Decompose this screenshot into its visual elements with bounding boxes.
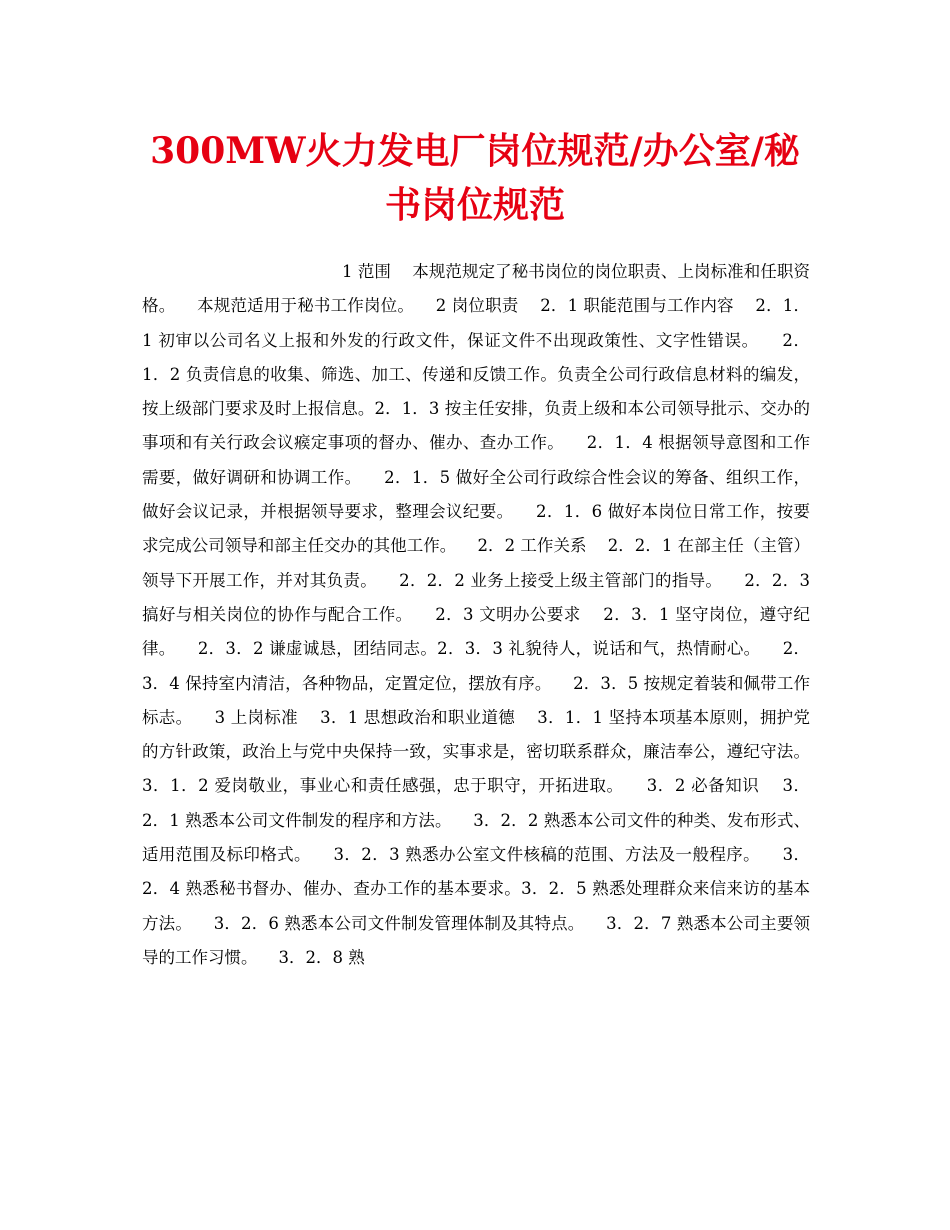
document-body: 1 范围 本规范规定了秘书岗位的岗位职责、上岗标准和任职资格。 本规范适用于秘书工作岗位。 2 岗位职责 2．1 职能范围与工作内容 2．1．1 初审以公司名义上报和外发的行政文件，保证文件不出现政策性、文字性错误。 2．1．2 负责信息的收集、筛选、加工、传递和反馈工作。负责全公司行政信息材料的编发，按上级部门要求及时上报信息。2．1．3 按主任安排，负责上级和本公司领导批示、交办的事项和有关行政会议瘊定事项的督办、催办、查办工作。 2．1．4 根据领导意图和工作需要，做好调研和协调工作。 2．1．5 做好全公司行政综合性会议的筹备、组织工作，做好会议记录，并根据领导要求，整理会议纪要。 2．1．6 做好本岗位日常工作，按要求完成公司领导和部主任交办的其他工作。 2．2 工作关系 2．2．1 在部主任（主管）领导下开展工作，并对其负责。 2．2．2 业务上接受上级主管部门的指导。 2．2．3 搞好与相关岗位的协作与配合工作。 2．3 文明办公要求 2．3．1 坚守岗位，遵守纪律。 2．3．2 谦虚诚恳，团结同志。2．3．3 礼貌待人，说话和气，热情耐心。 2．3．4 保持室内清洁，各种物品，定置定位，摆放有序。 2．3．5 按规定着装和佩带工作标志。 3 上岗标准 3．1 思想政治和职业道德 3．1．1 坚持本项基本原则，拥护党的方针政策，政治上与党中央保持一致，实事求是，密切联系群众，廉洁奉公，遵纪守法。3．1．2 爱岗敬业，事业心和责任感强，忠于职守，开拓进取。 3．2 必备知识 3．2．1 熟悉本公司文件制发的程序和方法。 3．2．2 熟悉本公司文件的种类、发布形式、适用范围及标印格式。 3．2．3 熟悉办公室文件核稿的范围、方法及一般程序。 3．2．4 熟悉秘书督办、催办、查办工作的基本要求。3．2．5 熟悉处理群众来信来访的基本方法。 3．2．6 熟悉本公司文件制发管理体制及其特点。 3．2．7 熟悉本公司主要领导的工作习惯。 3．2．8 熟 (142, 262, 816, 967)
document-title: 300MW火力发电厂岗位规范/办公室/秘书岗位规范 (150, 130, 800, 226)
